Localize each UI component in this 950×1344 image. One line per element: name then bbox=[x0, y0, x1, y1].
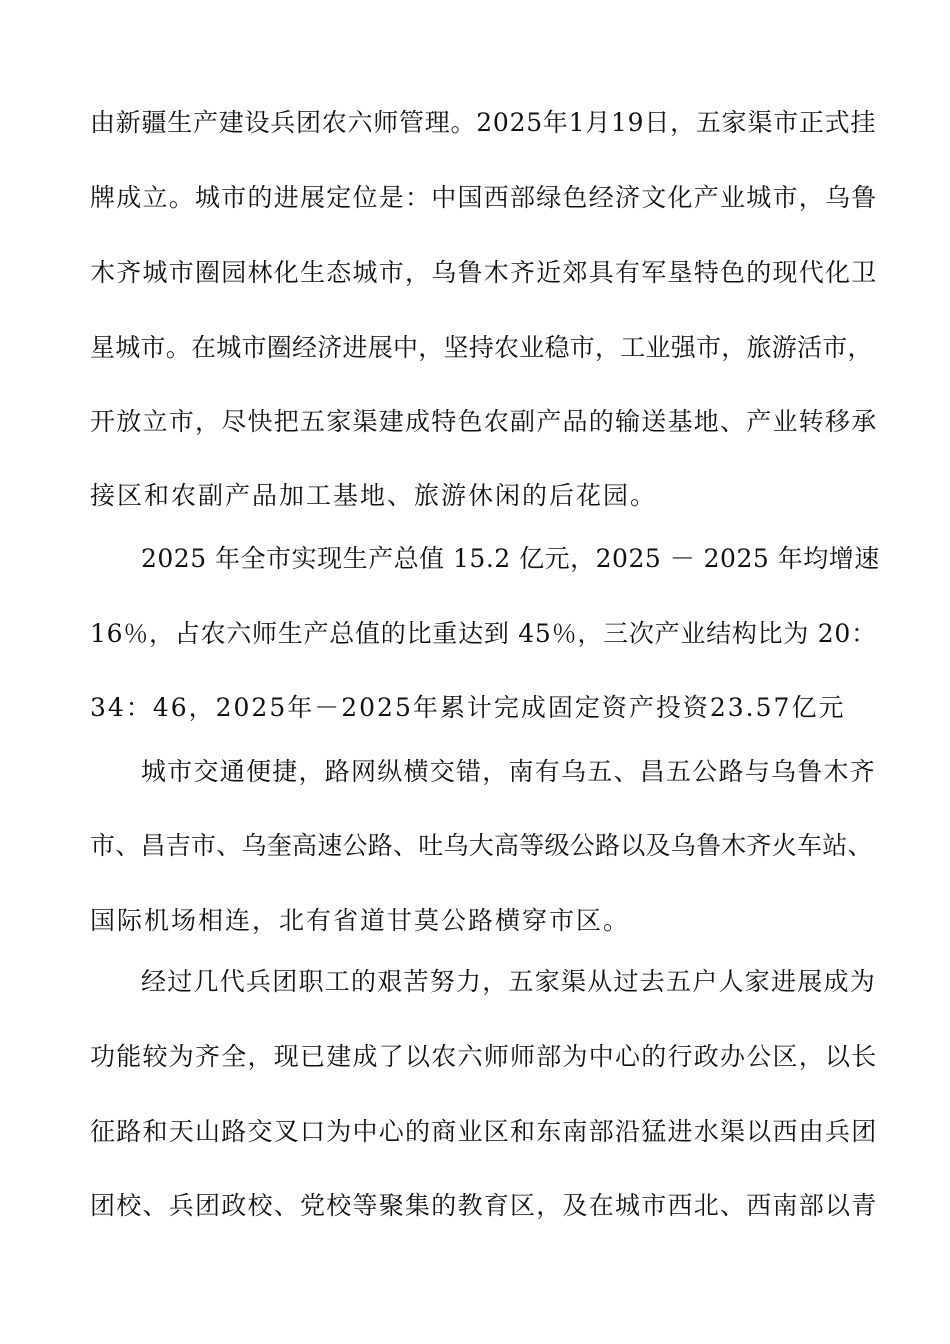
paragraph-1-line-5: 开放立市，尽快把五家渠建成特色农副产品的输送基地、产业转移承 bbox=[90, 407, 878, 436]
paragraph-1-line-2: 牌成立。城市的进展定位是：中国西部绿色经济文化产业城市，乌鲁 bbox=[90, 183, 878, 212]
paragraph-3-line-1: 城市交通便捷，路网纵横交错，南有乌五、昌五公路与乌鲁木齐 bbox=[141, 757, 877, 786]
paragraph-2-line-1: 2025 年全市实现生产总值 15.2 亿元，2025 － 2025 年均增速 bbox=[141, 544, 880, 573]
paragraph-4-line-4: 团校、兵团政校、党校等聚集的教育区，及在城市西北、西南部以青 bbox=[90, 1191, 878, 1220]
paragraph-1-line-6: 接区和农副产品加工基地、旅游休闲的后花园。 bbox=[90, 481, 658, 510]
paragraph-2-line-3: 34：46，2025年－2025年累计完成固定资产投资23.57亿元 bbox=[90, 693, 846, 722]
paragraph-4-line-2: 功能较为齐全，现已建成了以农六师师部为中心的行政办公区，以长 bbox=[90, 1042, 878, 1071]
paragraph-3-line-3: 国际机场相连，北有省道甘莫公路横穿市区。 bbox=[90, 906, 631, 935]
paragraph-4-line-1: 经过几代兵团职工的艰苦努力，五家渠从过去五户人家进展成为 bbox=[141, 967, 877, 996]
paragraph-1-line-1: 由新疆生产建设兵团农六师管理。2025年1月19日，五家渠市正式挂 bbox=[90, 108, 877, 137]
paragraph-1-line-4: 星城市。在城市圈经济进展中，坚持农业稳市，工业强市，旅游活市， bbox=[90, 333, 873, 362]
paragraph-3-line-2: 市、昌吉市、乌奎高速公路、吐乌大高等级公路以及乌鲁木齐火车站、 bbox=[90, 831, 873, 860]
paragraph-4-line-3: 征路和天山路交叉口为中心的商业区和东南部沿猛进水渠以西由兵团 bbox=[90, 1117, 878, 1146]
paragraph-2-line-2: 16％，占农六师生产总值的比重达到 45％，三次产业结构比为 20： bbox=[90, 619, 877, 648]
paragraph-1-line-3: 木齐城市圈园林化生态城市，乌鲁木齐近郊具有军垦特色的现代化卫 bbox=[90, 258, 878, 287]
